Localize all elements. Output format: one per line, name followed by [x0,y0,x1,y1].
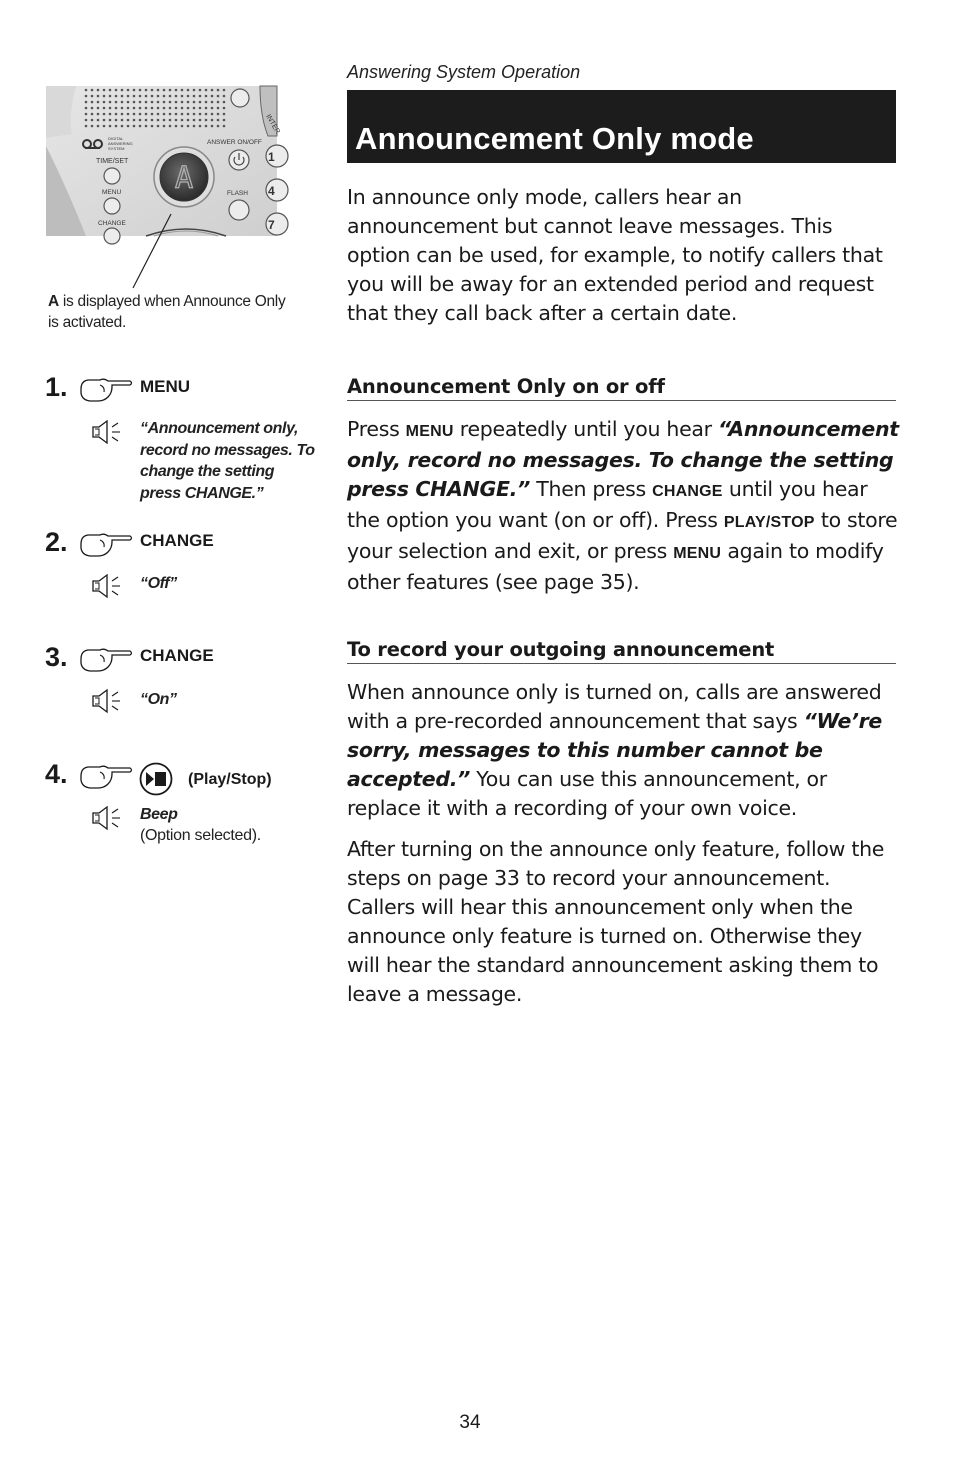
svg-text:7: 7 [268,218,275,232]
caption-text: is displayed when Announce Only is activated. [48,293,286,331]
svg-text:MENU: MENU [102,189,122,196]
key-name: MENU [405,423,454,440]
press-finger-icon [78,762,134,790]
step-key-label: (Play/Stop) [188,771,272,788]
speaker-icon [90,419,126,445]
step-number: 1. [45,372,68,402]
press-finger-icon [78,645,134,673]
caption-bold: A [48,293,59,310]
step-announcement: “Off” [140,575,177,592]
svg-text:INTER: INTER [264,113,281,136]
step-note: (Option selected). [140,827,261,844]
key-name: PLAY/STOP [723,514,815,531]
svg-text:1: 1 [268,150,275,164]
step-key-label: CHANGE [140,646,214,665]
section-label: Answering System Operation [347,62,581,82]
press-finger-icon [78,375,134,403]
step-number: 4. [45,759,68,789]
svg-text:SYSTEM: SYSTEM [108,146,125,151]
figure-caption [48,291,288,333]
step-key-label: CHANGE [140,531,214,550]
section-paragraph-on-off: Press MENU repeatedly until you hear “Announcement only, record no messages. To change the setting press CHANGE.” Then press CHANGE until you hear the option you want (on or off). Press PLAY/STOP to store your selection and exit, or press MENU again to modify other features (see page 35). [347,417,899,594]
svg-text:4: 4 [268,184,275,198]
step-number: 3. [45,642,68,672]
step-announcement: “Announcement only, record no messages. To change the setting press CHANGE.” [140,420,315,502]
page-title: Announcement Only mode [355,121,754,156]
play-stop-icon [138,761,174,797]
svg-text:ANSWERING: ANSWERING [108,141,133,146]
step-key-label: MENU [140,377,191,396]
step-announcement: “On” [140,691,177,708]
section-heading-on-off: Announcement Only on or off [347,375,896,401]
section-paragraph-record: When announce only is turned on, calls are answered with a pre-recorded announcement that says “We’re sorry, messages to this number cannot be accepted.” You can use this announcement, or replace it with a recording of your own voice. [347,680,883,820]
svg-text:ANSWER ON/OFF: ANSWER ON/OFF [207,139,262,146]
svg-text:TIME/SET: TIME/SET [96,158,129,165]
svg-text:DIGITAL: DIGITAL [108,136,124,141]
speaker-icon [90,573,126,599]
intro-paragraph: In announce only mode, callers hear an announcement but cannot leave messages. This option can be used, for example, to notify callers that you will be away for an extended period and request that they call back after a certain date. [347,185,883,325]
press-finger-icon [78,530,134,558]
key-name: CHANGE [652,483,723,500]
step-number: 2. [45,527,68,557]
page-number: 34 [459,1412,481,1433]
quoted-announcement: “We’re sorry, messages to this number cannot be accepted.” [347,709,883,791]
title-bar [347,90,896,163]
svg-text:A: A [174,161,194,196]
pointer-line [125,212,175,290]
key-name: MENU [673,545,722,562]
svg-text:FLASH: FLASH [227,190,248,197]
svg-text:CHANGE: CHANGE [98,220,126,227]
section-heading-record: To record your outgoing announcement [347,638,896,664]
step-announcement: Beep [140,806,178,823]
speaker-icon [90,805,126,831]
section-paragraph-record-2: After turning on the announce only feature, follow the steps on page 33 to record your announcement. Callers will hear this announcement only when the announce only feature is turned on. Otherwise they will hear the standard announcement asking them to leave a message. [347,837,885,1006]
speaker-icon [90,688,126,714]
quoted-announcement: “Announcement only, record no messages. To change the setting press CHANGE.” [347,417,899,501]
